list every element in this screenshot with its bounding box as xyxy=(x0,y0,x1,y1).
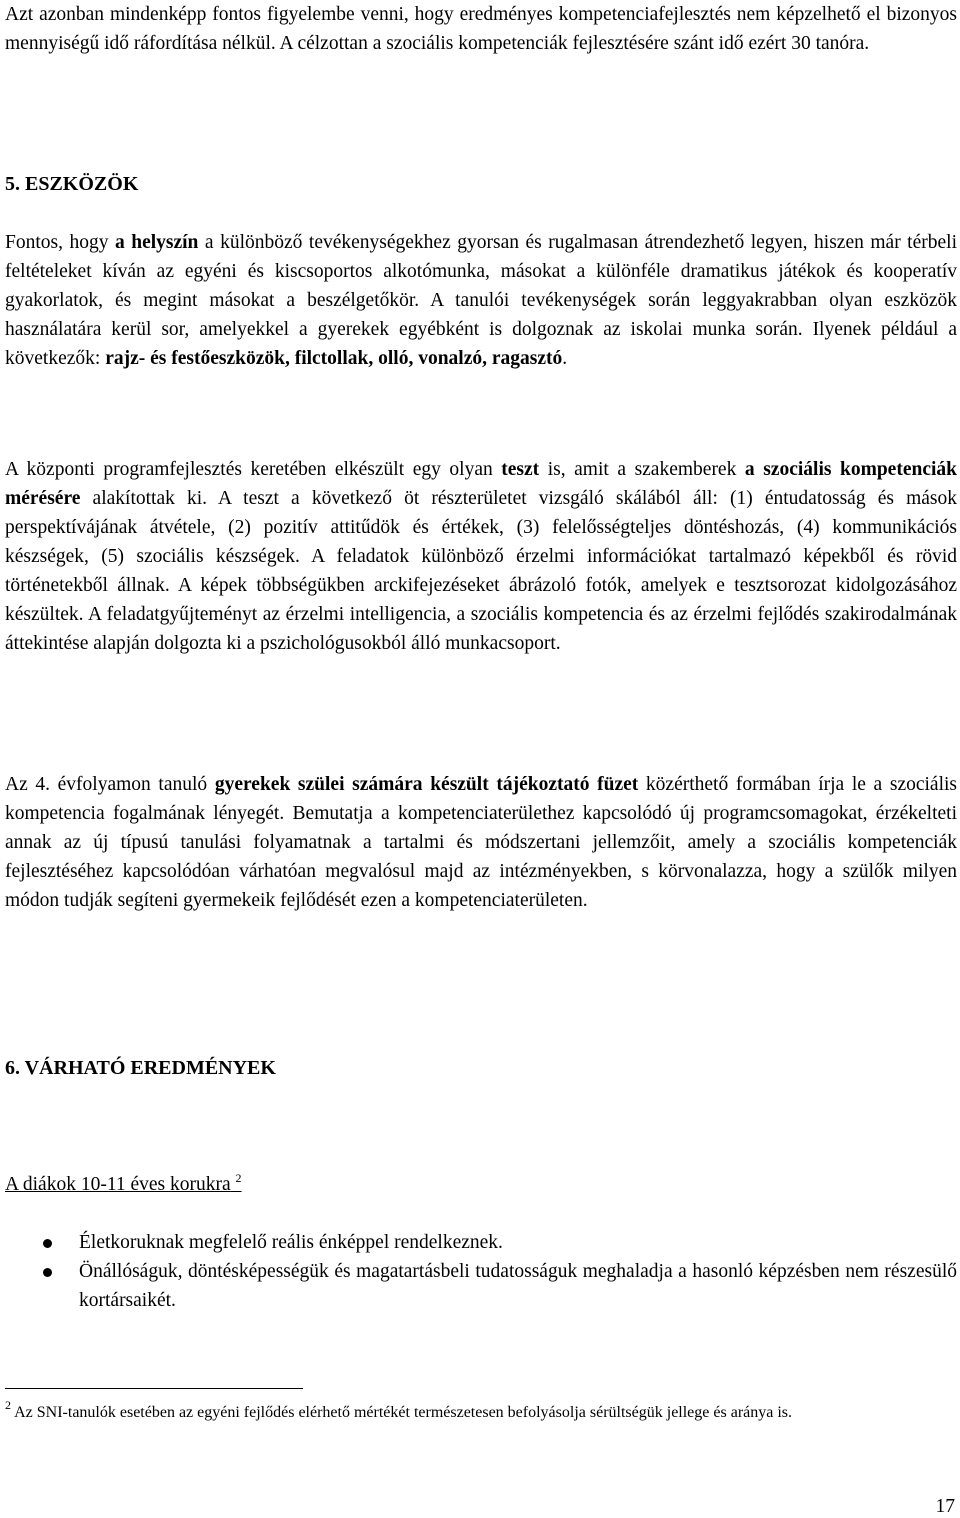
section-5-heading: 5. ESZKÖZÖK xyxy=(5,173,139,195)
list-item-text: Életkoruknak megfelelő reális énképpel rendelkeznek. xyxy=(79,1232,503,1253)
footnote-text: Az SNI-tanulók esetében az egyéni fejlődés elérhető mértékét természetesen befolyásolja sérültségük jellege és aránya is. xyxy=(11,1404,793,1421)
outcomes-subheading-text: A diákok 10-11 éves korukra xyxy=(5,1174,231,1195)
tools-paragraph xyxy=(5,228,957,373)
footnote-number: 2 xyxy=(5,1398,11,1412)
tools-bold-supplies: rajz- és festőeszközök, filctollak, olló, vonalzó, ragasztó xyxy=(105,348,563,369)
tools-text-1: Fontos, hogy xyxy=(5,232,115,253)
document-page xyxy=(5,0,957,1518)
list-item xyxy=(5,1257,957,1315)
test-paragraph xyxy=(5,455,957,658)
outcomes-list xyxy=(5,1228,957,1315)
intro-text: Azt azonban mindenképp fontos figyelembe venni, hogy eredményes kompetenciafejlesztés nem képzelhető el bizonyos mennyiségű idő ráfordítása nélkül. A célzottan a szociális kompetenciák fejlesztésére szánt idő ezért 30 tanóra. xyxy=(5,4,957,54)
section-6-heading: 6. VÁRHATÓ EREDMÉNYEK xyxy=(5,1057,276,1079)
parents-booklet-paragraph xyxy=(5,770,957,915)
footnote-divider xyxy=(5,1388,303,1389)
bullet-icon xyxy=(43,1268,52,1277)
test-bold-test: teszt xyxy=(501,459,540,480)
footnote-reference: 2 xyxy=(235,1171,242,1185)
tools-text-2: a különböző tevékenységekhez gyorsan és rugalmasan átrendezhető legyen, hiszen már térbeli feltételeket kíván az egyéni és kiscsoportos alkotómunka, másokat a különféle dramatikus játékok és kooperatív gyakorlatok, és megint másokat a beszélgetőkör. A tanulói tevékenységek során leggyakrabban olyan eszközök használatára kerül sor, amelyekkel a gyerekek egyébként is dolgoznak az iskolai munka során. Ilyenek például a következők: xyxy=(5,232,957,369)
list-item-text: Önállóságuk, döntésképességük és magatartásbeli tudatosságuk meghaladja a hasonló képzésben nem részesülő kortársaikét. xyxy=(79,1261,957,1311)
test-bold-measurement: a szociális kompetenciák mérésére xyxy=(5,459,957,509)
test-text-3: alakítottak ki. A teszt a következő öt részterületet vizsgáló skálából áll: (1) éntudatosság és mások perspektívájának átvétele, (2) pozitív attitűdök és értékek, (3) felelősségteljes döntéshozás, (4) kommunikációs készségek, (5) szociális készségek. A feladatok különböző érzelmi információkat tartalmazó képekből és rövid történetekből állnak. A képek többségükben arckifejezéseket ábrázoló fotók, amelyek e tesztsorozat kidolgozásához készültek. A feladatgyűjteményt az érzelmi intelligencia, a szociális kompetencia és az érzelmi fejlődés szakirodalmának áttekintése alapján dolgozta ki a pszichológusokból álló munkacsoport. xyxy=(5,488,957,654)
page-number: 17 xyxy=(935,1496,955,1517)
bullet-icon xyxy=(43,1239,52,1248)
test-text-2: is, amit a szakemberek xyxy=(539,459,745,480)
booklet-text-1: Az 4. évfolyamon tanuló xyxy=(5,774,215,795)
tools-bold-location: a helyszín xyxy=(114,232,199,253)
booklet-text-2: közérthető formában írja le a szociális kompetencia fogalmának lényegét. Bemutatja a kompetenciaterülethez kapcsolódó új programcsomagokat, érzékelteti annak az új típusú tanulási folyamatnak a tartalmi és módszertani jellemzőit, amely a szociális kompetenciák fejlesztéséhez kapcsolódóan várhatóan megvalósul majd az intézményekben, s körvonalazza, hogy a szülők milyen módon tudják segíteni gyermekeik fejlődését ezen a kompetenciaterületen. xyxy=(5,774,958,911)
outcomes-subheading xyxy=(5,1170,242,1199)
tools-text-3: . xyxy=(562,348,568,369)
intro-paragraph xyxy=(5,0,957,58)
test-text-1: A központi programfejlesztés keretében elkészült egy olyan xyxy=(5,459,502,480)
footnote xyxy=(5,1400,957,1425)
booklet-bold-title: gyerekek szülei számára készült tájékoztató füzet xyxy=(214,774,639,795)
list-item xyxy=(5,1228,957,1257)
